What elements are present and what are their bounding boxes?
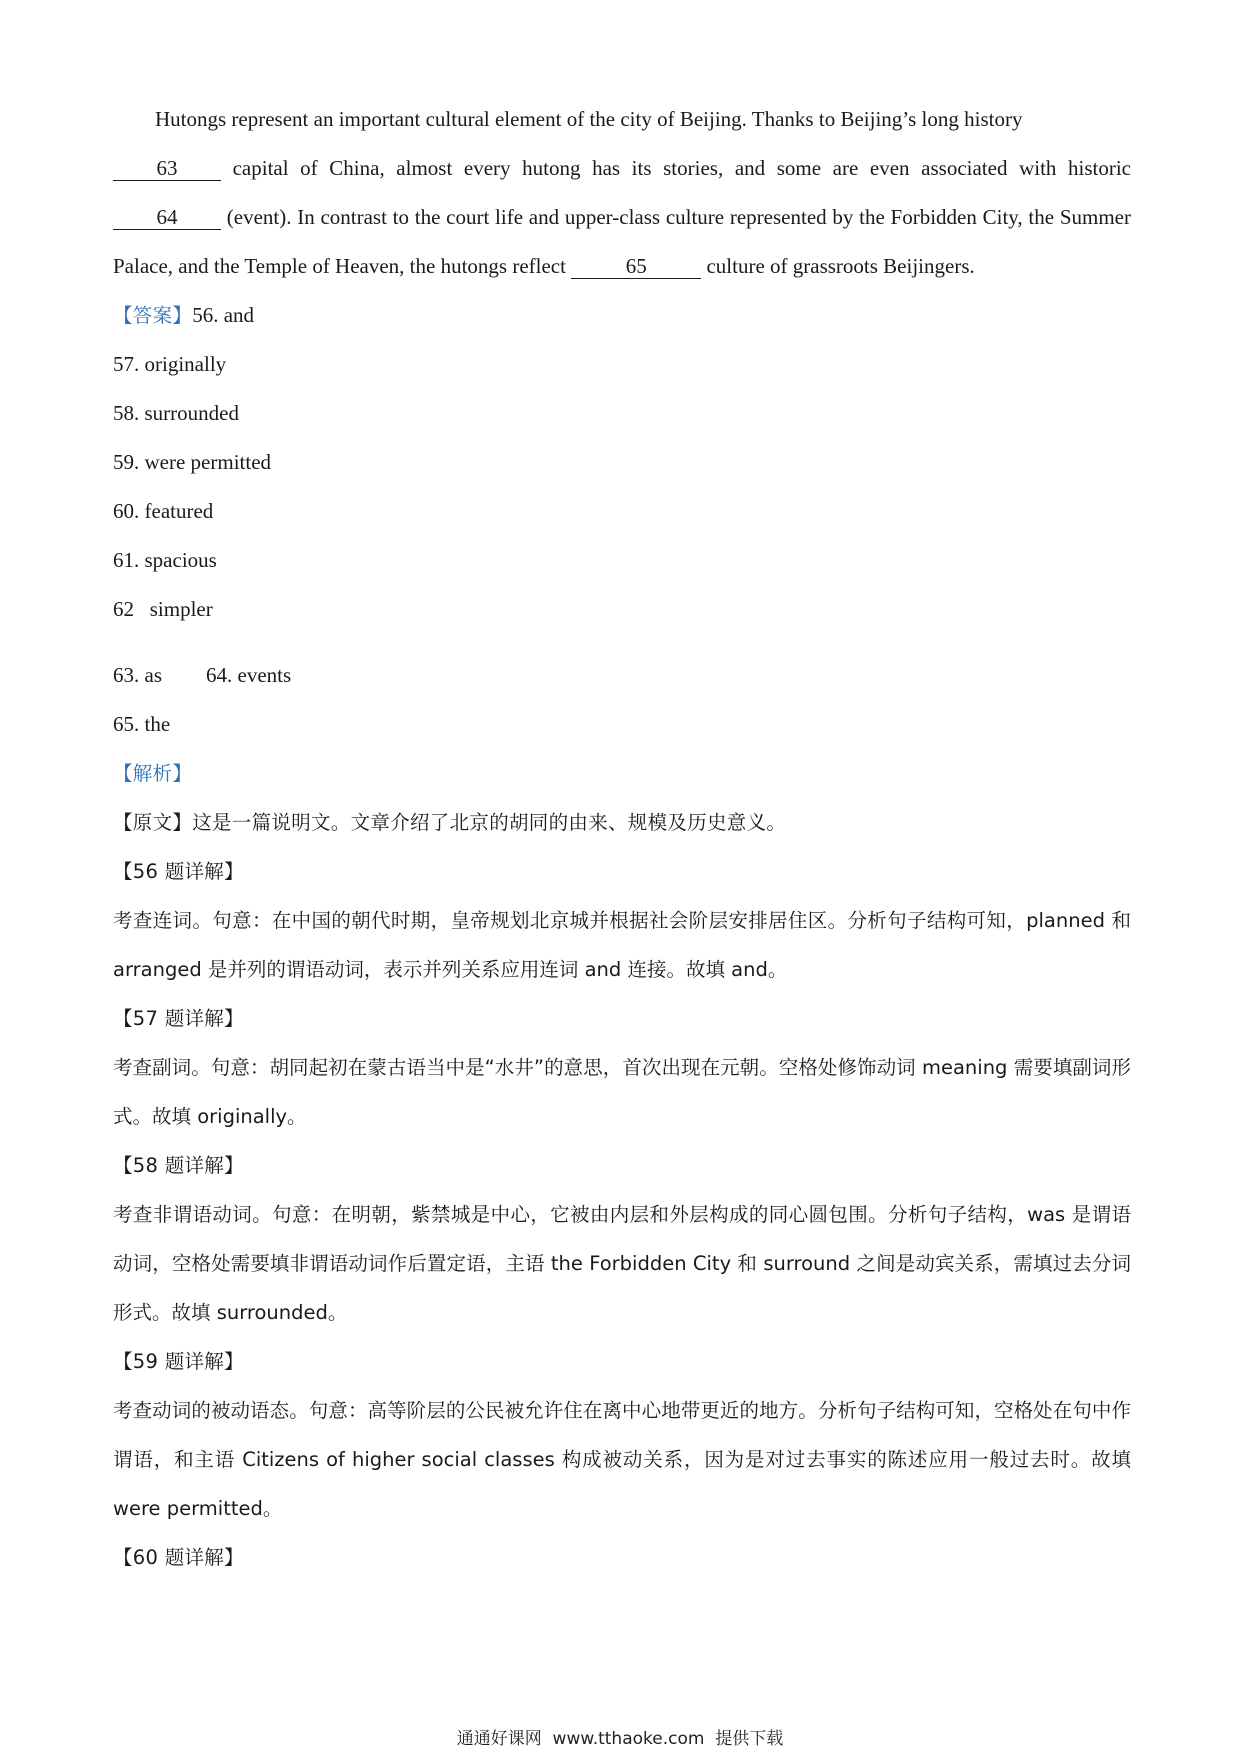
answer-57: 57. originally bbox=[113, 352, 227, 376]
answer-61: 61. spacious bbox=[113, 548, 217, 572]
analysis-original: 【原文】这是一篇说明文。文章介绍了北京的胡同的由来、规模及历史意义。 bbox=[113, 811, 787, 834]
passage-sentence-4: culture of grassroots Beijingers. bbox=[706, 254, 975, 278]
q59-title: 【59 题详解】 bbox=[113, 1350, 244, 1373]
blank-63: 63 bbox=[113, 156, 221, 181]
answer-63: 63. as bbox=[113, 663, 162, 687]
q56-title: 【56 题详解】 bbox=[113, 860, 244, 883]
passage-sentence-1: Hutongs represent an important cultural element of the city of Beijing. Thanks to Beijing’s long history bbox=[155, 107, 1023, 131]
answer-heading bbox=[113, 291, 1131, 340]
q60-title: 【60 题详解】 bbox=[113, 1546, 244, 1569]
page-footer: 通通好课网 www.tthaoke.com 提供下载 bbox=[456, 1729, 784, 1749]
analysis-label: 【解析】 bbox=[113, 762, 193, 785]
document-page bbox=[113, 95, 1131, 1582]
passage-sentence-2: capital of China, almost every hutong has its stories, and some are even associated with historic bbox=[232, 156, 1132, 180]
answer-62: 62 simpler bbox=[113, 597, 213, 621]
answer-64: 64. events bbox=[206, 663, 292, 687]
answer-56: 56. and bbox=[192, 303, 255, 327]
q58-title: 【58 题详解】 bbox=[113, 1154, 244, 1177]
blank-64: 64 bbox=[113, 205, 221, 230]
passage-paragraph bbox=[113, 95, 1131, 291]
q59-explanation: 考查动词的被动语态。句意：高等阶层的公民被允许住在离中心地带更近的地方。分析句子结构可知，空格处在句中作谓语，和主语 Citizens of higher social classes 构成被动关系，因为是对过去事实的陈述应用一般过去时。故填 were permitted。 bbox=[113, 1399, 1131, 1520]
q56-explanation: 考查连词。句意：在中国的朝代时期，皇帝规划北京城并根据社会阶层安排居住区。分析句子结构可知，planned 和 arranged 是并列的谓语动词，表示并列关系应用连词 and 连接。故填 and。 bbox=[113, 909, 1131, 981]
q57-explanation: 考查副词。句意：胡同起初在蒙古语当中是“水井”的意思，首次出现在元朝。空格处修饰动词 meaning 需要填副词形式。故填 originally。 bbox=[113, 1056, 1131, 1128]
blank-65: 65 bbox=[571, 254, 701, 279]
answer-59: 59. were permitted bbox=[113, 450, 272, 474]
passage-sentence-3: (event). In contrast to the court life and upper-class culture represented by the Forbidden City, the Summer Palace, and the Temple of Heaven, the hutongs reflect bbox=[113, 205, 1131, 278]
q57-title: 【57 题详解】 bbox=[113, 1007, 244, 1030]
answer-58: 58. surrounded bbox=[113, 401, 239, 425]
answer-65: 65. the bbox=[113, 712, 171, 736]
answer-63-64-row bbox=[113, 651, 1131, 700]
answer-60: 60. featured bbox=[113, 499, 214, 523]
q58-explanation: 考查非谓语动词。句意：在明朝，紫禁城是中心，它被由内层和外层构成的同心圆包围。分析句子结构，was 是谓语动词，空格处需要填非谓语动词作后置定语，主语 the Forbidden City 和 surround 之间是动宾关系，需填过去分词形式。故填 surrounded。 bbox=[113, 1203, 1131, 1324]
answer-label: 【答案】 bbox=[113, 304, 193, 327]
